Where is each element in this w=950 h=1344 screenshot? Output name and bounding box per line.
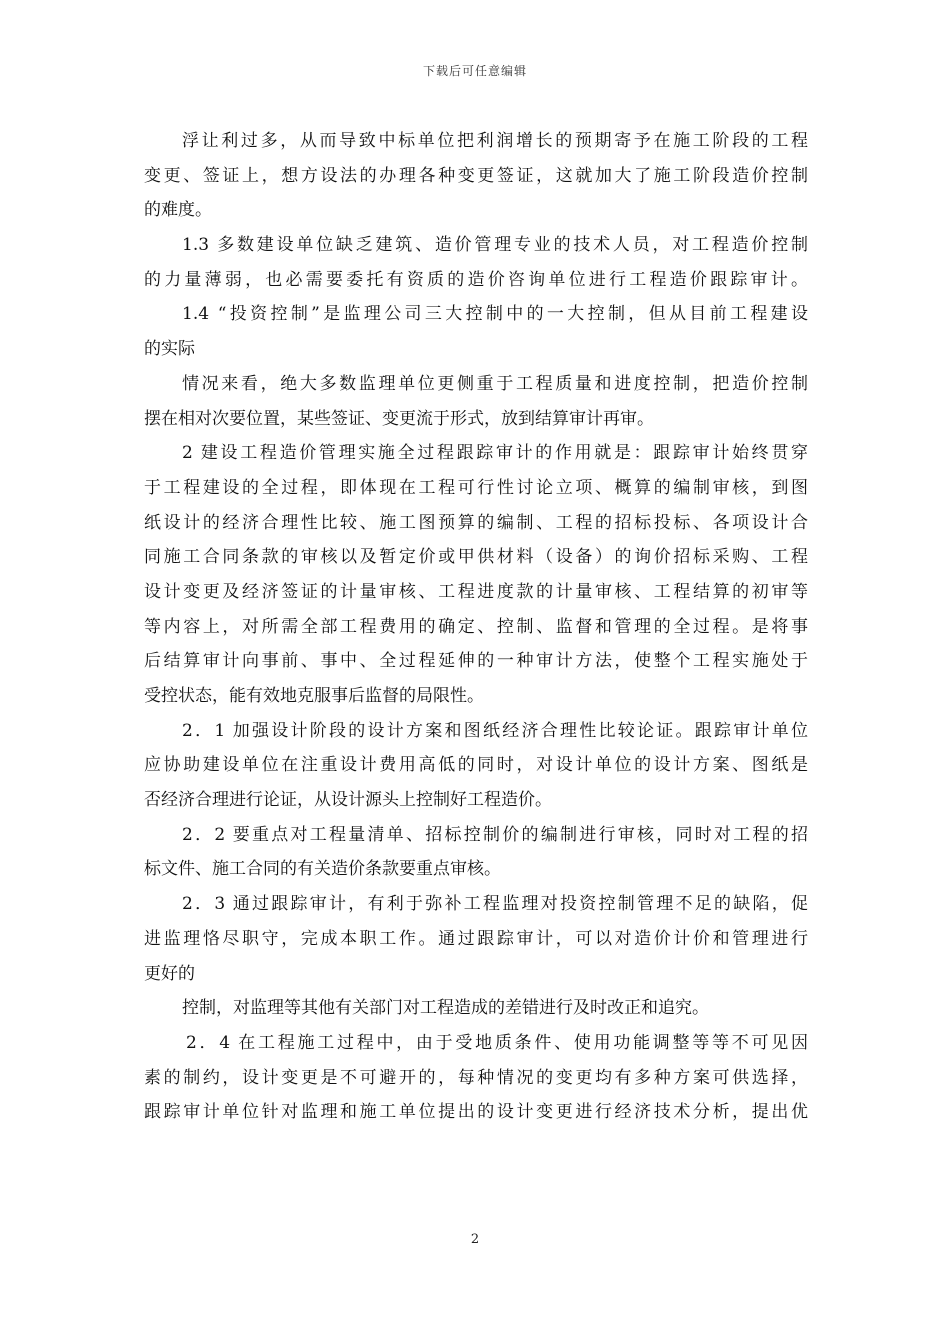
text-line: 标文件、施工合同的有关造价条款要重点审核。	[144, 859, 501, 880]
page-header: 下载后可任意编辑	[422, 64, 527, 78]
text-line: 2．4 在工程施工过程中，由于受地质条件、使用功能调整等等不可见因	[186, 1032, 808, 1053]
text-line: 2．2 要重点对工程量清单、招标控制价的编制进行审核，同时对工程的招	[182, 824, 808, 845]
text-line: 同施工合同条款的审核以及暂定价或甲供材料（设备）的询价招标采购、工程	[144, 547, 808, 568]
text-line: 进监理恪尽职守，完成本职工作。通过跟踪审计，可以对造价计价和管理进行	[144, 928, 808, 949]
text-line: 后结算审计向事前、事中、全过程延伸的一种审计方法，使整个工程实施处于	[144, 651, 808, 672]
text-line: 的力量薄弱，也必需要委托有资质的造价咨询单位进行工程造价跟踪审计。	[144, 269, 808, 290]
text-line: 更好的	[144, 963, 195, 984]
text-line: 1.3 多数建设单位缺乏建筑、造价管理专业的技术人员，对工程造价控制	[182, 235, 808, 256]
text-line: 浮让利过多，从而导致中标单位把利润增长的预期寄予在施工阶段的工程	[182, 131, 808, 151]
document-body	[144, 124, 808, 1130]
text-line: 纸设计的经济合理性比较、施工图预算的编制、工程的招标投标、各项设计合	[144, 512, 808, 533]
text-line: 的难度。	[144, 200, 212, 221]
text-line: 2 建设工程造价管理实施全过程跟踪审计的作用就是：跟踪审计始终贯穿	[182, 443, 808, 464]
text-line: 摆在相对次要位置，某些签证、变更流于形式，放到结算审计再审。	[144, 408, 654, 429]
text-line: 设计变更及经济签证的计量审核、工程进度款的计量审核、工程结算的初审等	[144, 581, 808, 602]
text-line: 等内容上，对所需全部工程费用的确定、控制、监督和管理的全过程。是将事	[144, 616, 808, 637]
text-line: 否经济合理进行论证，从设计源头上控制好工程造价。	[144, 790, 552, 811]
text-line: 受控状态，能有效地克服事后监督的局限性。	[144, 686, 484, 706]
text-line: 的实际	[144, 339, 195, 360]
text-line: 应协助建设单位在注重设计费用高低的同时，对设计单位的设计方案、图纸是	[144, 755, 808, 776]
text-line: 情况来看，绝大多数监理单位更侧重于工程质量和进度控制，把造价控制	[182, 373, 808, 394]
text-line: 素的制约，设计变更是不可避开的，每种情况的变更均有多种方案可供选择，	[144, 1067, 808, 1088]
text-line: 2．3 通过跟踪审计，有利于弥补工程监理对投资控制管理不足的缺陷，促	[182, 894, 808, 915]
text-line: 变更、签证上，想方设法的办理各种变更签证，这就加大了施工阶段造价控制	[144, 165, 808, 186]
text-line: 1.4 “投资控制”是监理公司三大控制中的一大控制，但从目前工程建设	[182, 304, 808, 325]
text-line: 跟踪审计单位针对监理和施工单位提出的设计变更进行经济技术分析，提出优	[144, 1102, 808, 1123]
page-number: 2	[470, 1232, 480, 1247]
text-line: 于工程建设的全过程，即体现在工程可行性讨论立项、概算的编制审核，到图	[144, 477, 808, 498]
text-line: 控制，对监理等其他有关部门对工程造成的差错进行及时改正和追究。	[182, 998, 709, 1019]
text-line: 2．1 加强设计阶段的设计方案和图纸经济合理性比较论证。跟踪审计单位	[182, 720, 808, 741]
